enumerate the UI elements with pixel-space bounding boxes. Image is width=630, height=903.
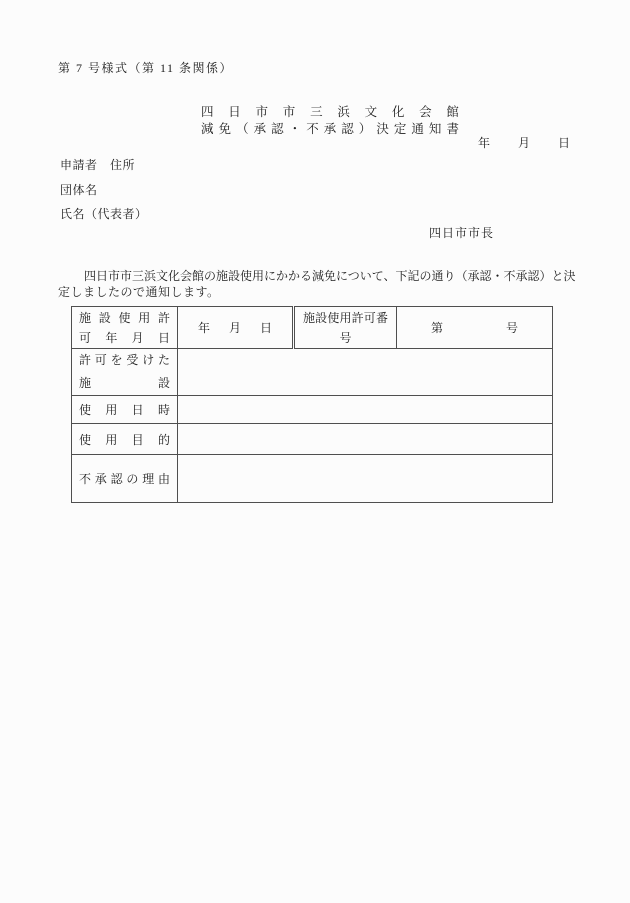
document-title-line1: 四 日 市 市 三 浜 文 化 会 館 (201, 105, 459, 119)
table-row-permit (72, 307, 553, 349)
permit-date-value-cell (178, 307, 294, 349)
permit-number-prefix: 第 (431, 321, 444, 335)
use-datetime-label-cell (72, 396, 178, 424)
rejection-reason-label-cell (72, 455, 178, 503)
facility-label-line1: 許 可 を 受 け た (79, 353, 170, 367)
table-row-rejection-reason (72, 455, 553, 503)
table-row-purpose (72, 424, 553, 455)
permit-number-label-cell (294, 307, 397, 349)
body-paragraph-line2: 定しましたので通知します。 (58, 285, 220, 299)
permit-date-label-cell (72, 307, 178, 349)
use-purpose-label: 使 用 目 的 (79, 432, 170, 447)
table-row-datetime (72, 396, 553, 424)
permit-number-label-line1: 施 設 使 用 許 可 番 (303, 310, 388, 325)
use-purpose-label-cell (72, 424, 178, 455)
decision-table (71, 306, 553, 503)
facility-label-line2: 施 設 (79, 376, 170, 390)
permit-number-label-line2: 号 (339, 330, 352, 345)
permit-date-label-line2: 可 年 月 日 (79, 330, 170, 345)
issue-date-placeholder: 年 月 日 (478, 136, 570, 150)
mayor-name: 四日市市長 (429, 226, 495, 240)
permit-number-value-cell (397, 307, 553, 349)
rejection-reason-value-cell (178, 455, 553, 503)
body-paragraph-line1: 四日市市三浜文化会館の施設使用にかかる減免について、下記の通り（承認・不承認）と決 (84, 269, 576, 283)
use-datetime-value-cell (178, 396, 553, 424)
table-row-facility (72, 349, 553, 396)
permit-number-value (397, 319, 552, 336)
organization-name-label: 団体名 (60, 183, 98, 197)
rejection-reason-label: 不 承 認 の 理 由 (79, 472, 170, 486)
form-number: 第 7 号様式（第 11 条関係） (58, 61, 234, 75)
document-title-line2: 減 免 （ 承 認 ・ 不 承 認 ） 決 定 通 知 書 (201, 122, 459, 136)
applicant-address-label: 申請者 住所 (60, 158, 136, 172)
use-datetime-label: 使 用 日 時 (79, 403, 170, 417)
facility-label-cell (72, 349, 178, 396)
facility-value-cell (178, 349, 553, 396)
use-purpose-value-cell (178, 424, 553, 455)
permit-number-suffix: 号 (505, 321, 518, 335)
permit-date-value: 年 月 日 (198, 321, 272, 335)
permit-date-label-line1: 施 設 使 用 許 (79, 310, 170, 325)
representative-name-label: 氏名（代表者） (60, 207, 148, 221)
